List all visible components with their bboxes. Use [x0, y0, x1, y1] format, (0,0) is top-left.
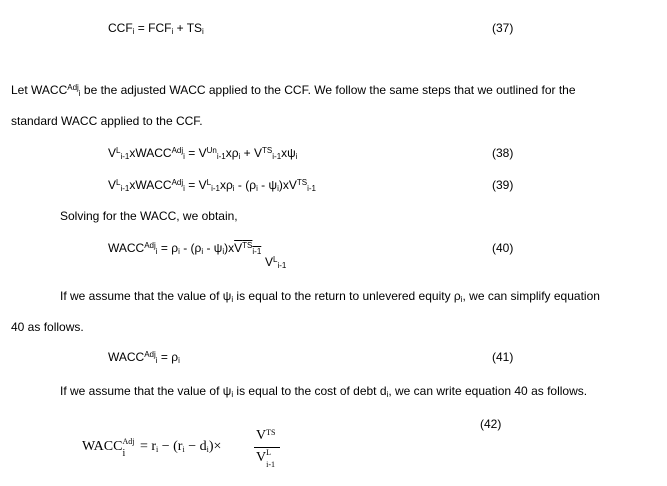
- paragraph-1-line-2: standard WACC applied to the CCF.: [11, 114, 203, 128]
- equation-40-number: (40): [492, 241, 514, 255]
- equation-39-number: (39): [492, 178, 514, 192]
- equation-38: $V^L_{i-1}xWACC^{Adj}_i = V^{Un}_{i-1}x\rho_i + V^{TS}_{i-1}x\psi_i$: [108, 146, 298, 161]
- equation-40: $WACC^{Adj}_i = \rho_i - (\rho_i - \psi_i)xV^{TS}_{i-1}$: [108, 241, 262, 256]
- fraction-40-denominator: $V^L_{i-1}$: [265, 255, 287, 270]
- paragraph-3: If we assume that the value of $\psi_i$ is equal to the cost of debt $d_i$, we can write equation 40 as follows.: [60, 384, 588, 399]
- equation-38-number: (38): [492, 146, 514, 160]
- equation-41: $WACC^{Adj}_i = \rho_i$: [108, 350, 180, 365]
- equation-42: WACC Adj i = $r_i - (r_i - d_i)\times$: [82, 437, 222, 459]
- equation-39: $V^L_{i-1}xWACC^{Adj}_i = V^L_{i-1}x\rho_i - (\rho_i - \psi_i)xV^{TS}_{i-1}$: [108, 178, 316, 193]
- fraction-42-denominator: V L i-1: [256, 448, 276, 469]
- paragraph-2-line-2: 40 as follows.: [11, 320, 84, 334]
- paragraph-1-line-1: Let $WACC^{Adj}_i$ be the adjusted WACC applied to the CCF. We follow the same steps that we outlined for the: [11, 83, 576, 98]
- fraction-40-numerator: $V^{TS}_{i-1}$: [234, 241, 262, 256]
- paragraph-2-line-1: If we assume that the value of $\psi_i$ is equal to the return to unlevered equity $\rho_i$, we can simplify equation: [60, 289, 600, 304]
- solving-text: Solving for the WACC, we obtain,: [60, 209, 238, 223]
- equation-41-number: (41): [492, 350, 514, 364]
- equation-42-number: (42): [480, 417, 502, 431]
- equation-37: $CCF_i = FCF_i + TS_i$: [108, 21, 204, 36]
- fraction-42-numerator: $V^{TS}$: [256, 428, 276, 443]
- equation-37-number: (37): [492, 21, 514, 35]
